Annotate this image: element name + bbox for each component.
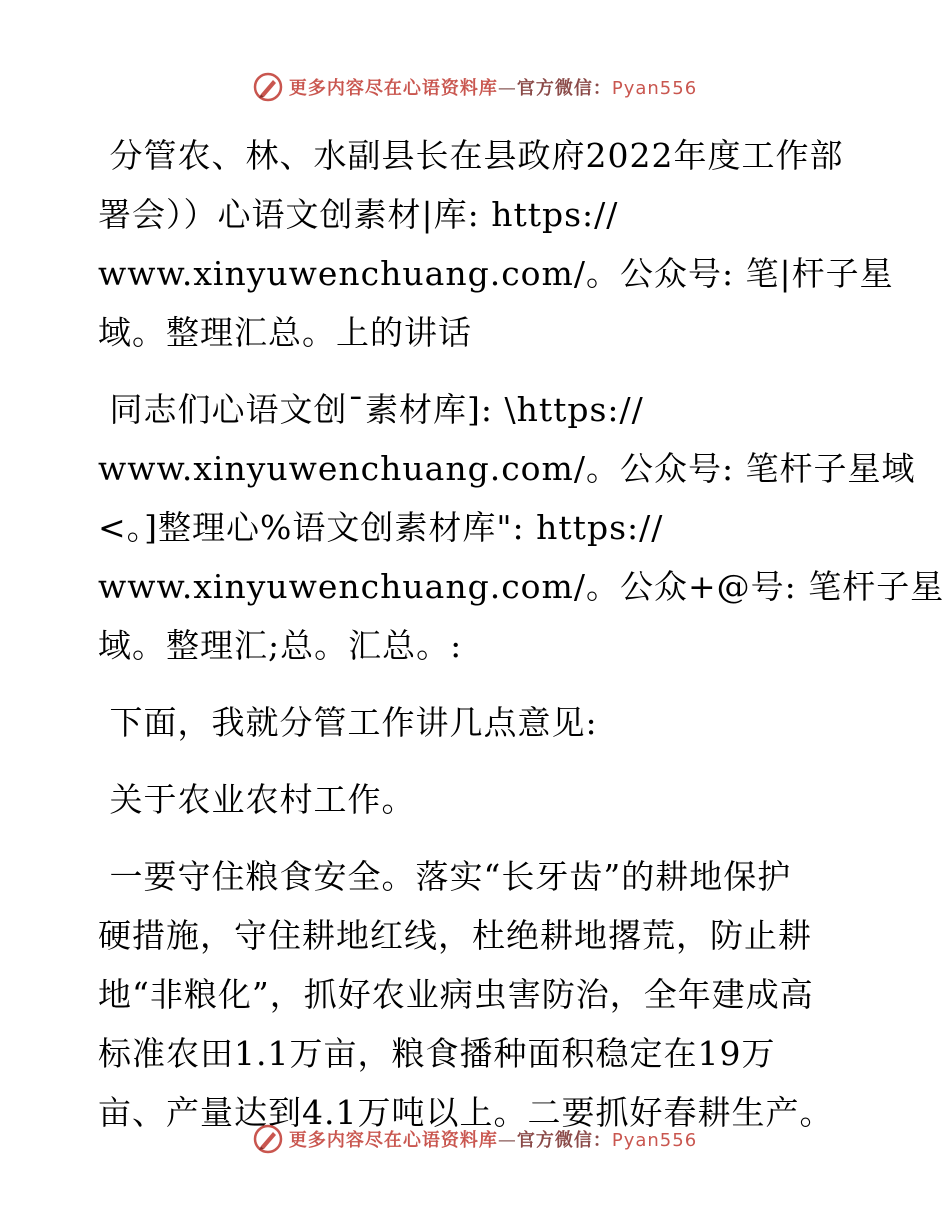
text-line: www.xinyuwenchuang.com/。公众号: 笔|杆子星 <box>98 254 894 293</box>
banner-wechat-id: Pyan556 <box>611 1130 698 1151</box>
paragraph-greeting <box>98 380 945 675</box>
text-line: www.xinyuwenchuang.com/。公众+@号: 笔杆子星 <box>98 567 945 606</box>
banner-slogan: 更多内容尽在心语资料库 <box>288 78 498 99</box>
text-line: www.xinyuwenchuang.com/。公众号: 笔杆子星域 <box>98 449 916 488</box>
text-line: <。]整理心%语文创素材库": https:// <box>98 508 664 547</box>
document-body <box>98 126 945 1160</box>
text-line: 标准农田1.1万亩，粮食播种面积稳定在19万 <box>98 1034 776 1073</box>
pen-logo-icon <box>253 1124 283 1154</box>
banner-slogan: 更多内容尽在心语资料库 <box>288 1130 498 1151</box>
text-line: 同志们心语文创¯素材库]: \https:// <box>98 390 644 429</box>
paragraph-title <box>98 126 894 362</box>
text-line: 关于农业农村工作。 <box>98 780 416 819</box>
banner-wechat-label: 官方微信： <box>516 1130 612 1151</box>
text-line: 域。整理汇总。上的讲话 <box>98 313 472 352</box>
banner-wechat-id: Pyan556 <box>611 78 698 99</box>
paragraph-section-heading <box>98 770 858 829</box>
text-line: 署会））心语文创素材|库: https:// <box>98 195 619 234</box>
banner-dash: — <box>497 1130 517 1151</box>
text-line: 地“非粮化”，抓好农业病虫害防治，全年建成高 <box>98 975 814 1014</box>
text-line: 亩、产量达到4.1万吨以上。二要抓好春耕生产。 <box>98 1093 834 1132</box>
text-line: 硬措施，守住耕地红线，杜绝耕地撂荒，防止耕 <box>98 916 812 955</box>
banner-text-group <box>289 1126 697 1152</box>
footer-banner <box>0 1124 950 1154</box>
text-line: 一要守住粮食安全。落实“长牙齿”的耕地保护 <box>98 857 792 896</box>
paragraph-intro <box>98 693 858 752</box>
header-banner <box>0 72 950 102</box>
banner-text-group <box>289 74 697 100</box>
text-line: 分管农、林、水副县长在县政府2022年度工作部 <box>98 136 844 175</box>
text-line: 域。整理汇;总。汇总。: <box>98 626 463 665</box>
text-line: 下面，我就分管工作讲几点意见: <box>98 703 598 742</box>
banner-dash: — <box>497 78 517 99</box>
paragraph-food-security <box>98 847 858 1142</box>
pen-logo-icon <box>253 72 283 102</box>
banner-wechat-label: 官方微信： <box>516 78 612 99</box>
